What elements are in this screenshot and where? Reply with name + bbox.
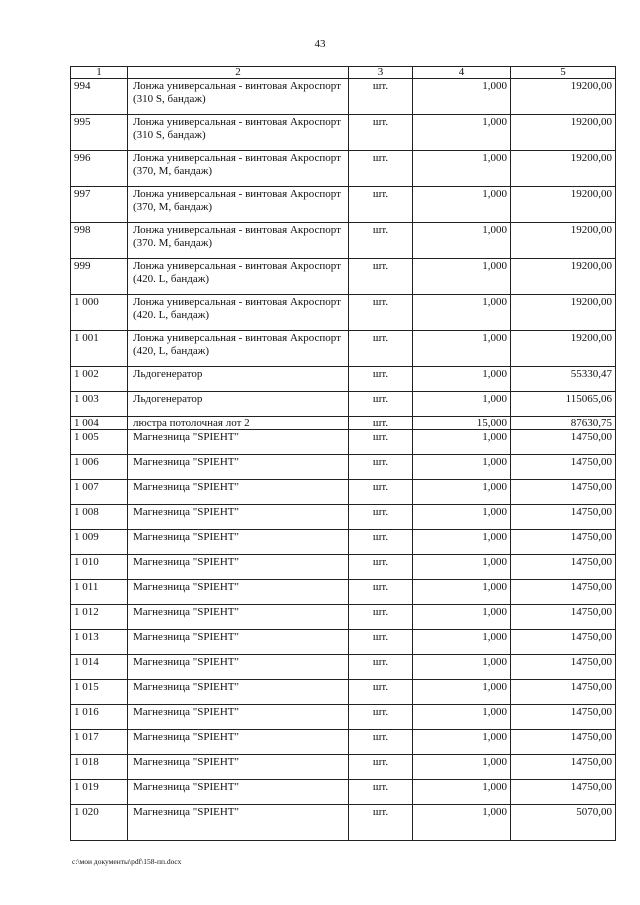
table-body [71,79,616,841]
column-header-price: 5 [511,67,616,79]
row-number-cell: 1 003 [71,392,128,417]
price-cell: 14750,00 [511,680,616,705]
quantity-cell: 1,000 [413,331,511,367]
item-name-cell: люстра потолочная лот 2 [128,417,349,430]
row-number-cell: 1 013 [71,630,128,655]
page-number: 43 [314,38,326,50]
item-name-cell: Магнезница "SPIEHT" [128,555,349,580]
row-number-cell: 1 007 [71,480,128,505]
item-name-cell: Льдогенератор [128,367,349,392]
unit-cell: шт. [349,780,413,805]
table-row [71,780,616,805]
quantity-cell: 1,000 [413,79,511,115]
item-name-cell: Магнезница "SPIEHT" [128,480,349,505]
table-row [71,430,616,455]
row-number-cell: 997 [71,187,128,223]
table-row [71,605,616,630]
table-row [71,680,616,705]
row-number-cell: 999 [71,259,128,295]
unit-cell: шт. [349,455,413,480]
file-path-footer: c:\мои документы\pdf\158-пп.docx [72,857,182,866]
row-number-cell: 1 015 [71,680,128,705]
quantity-cell: 1,000 [413,530,511,555]
unit-cell: шт. [349,223,413,259]
quantity-cell: 1,000 [413,259,511,295]
unit-cell: шт. [349,115,413,151]
unit-cell: шт. [349,331,413,367]
table-row [71,295,616,331]
column-header-quantity: 4 [413,67,511,79]
row-number-cell: 1 018 [71,755,128,780]
price-cell: 14750,00 [511,655,616,680]
price-cell: 14750,00 [511,705,616,730]
item-name-cell: Магнезница "SPIEHT" [128,755,349,780]
quantity-cell: 1,000 [413,580,511,605]
unit-cell: шт. [349,295,413,331]
row-number-cell: 1 014 [71,655,128,680]
price-cell: 14750,00 [511,530,616,555]
table-row [71,505,616,530]
unit-cell: шт. [349,605,413,630]
item-name-cell: Магнезница "SPIEHT" [128,730,349,755]
quantity-cell: 1,000 [413,755,511,780]
row-number-cell: 994 [71,79,128,115]
unit-cell: шт. [349,392,413,417]
table-row [71,480,616,505]
price-cell: 19200,00 [511,223,616,259]
table-row [71,259,616,295]
price-cell: 5070,00 [511,805,616,841]
price-cell: 14750,00 [511,755,616,780]
item-name-cell: Магнезница "SPIEHT" [128,430,349,455]
price-cell: 55330,47 [511,367,616,392]
row-number-cell: 1 000 [71,295,128,331]
quantity-cell: 1,000 [413,680,511,705]
row-number-cell: 1 020 [71,805,128,841]
unit-cell: шт. [349,505,413,530]
unit-cell: шт. [349,730,413,755]
table-row [71,151,616,187]
table-row [71,187,616,223]
price-cell: 14750,00 [511,780,616,805]
unit-cell: шт. [349,555,413,580]
quantity-cell: 1,000 [413,605,511,630]
table-row [71,455,616,480]
price-cell: 87630,75 [511,417,616,430]
item-name-cell: Магнезница "SPIEHT" [128,455,349,480]
row-number-cell: 1 016 [71,705,128,730]
table-row [71,331,616,367]
table-row [71,580,616,605]
price-cell: 19200,00 [511,331,616,367]
quantity-cell: 1,000 [413,455,511,480]
price-cell: 14750,00 [511,480,616,505]
price-cell: 14750,00 [511,730,616,755]
quantity-cell: 1,000 [413,115,511,151]
price-cell: 115065,06 [511,392,616,417]
item-name-cell: Магнезница "SPIEHT" [128,605,349,630]
item-name-cell: Лонжа универсальная - винтовая Акроспорт (370. M, бандаж) [128,223,349,259]
row-number-cell: 1 017 [71,730,128,755]
quantity-cell: 1,000 [413,430,511,455]
price-cell: 19200,00 [511,79,616,115]
item-name-cell: Магнезница "SPIEHT" [128,780,349,805]
item-name-cell: Льдогенератор [128,392,349,417]
price-cell: 19200,00 [511,187,616,223]
quantity-cell: 1,000 [413,151,511,187]
table-row [71,530,616,555]
unit-cell: шт. [349,79,413,115]
unit-cell: шт. [349,259,413,295]
item-name-cell: Лонжа универсальная - винтовая Акроспорт (370, M, бандаж) [128,151,349,187]
row-number-cell: 1 006 [71,455,128,480]
item-name-cell: Магнезница "SPIEHT" [128,630,349,655]
row-number-cell: 998 [71,223,128,259]
price-cell: 19200,00 [511,151,616,187]
table-row [71,367,616,392]
row-number-cell: 1 008 [71,505,128,530]
quantity-cell: 1,000 [413,780,511,805]
item-name-cell: Лонжа универсальная - винтовая Акроспорт (370, M, бандаж) [128,187,349,223]
quantity-cell: 1,000 [413,295,511,331]
table-header-row [71,67,616,79]
quantity-cell: 1,000 [413,223,511,259]
inventory-table [70,66,616,841]
row-number-cell: 1 004 [71,417,128,430]
item-name-cell: Лонжа универсальная - винтовая Акроспорт (310 S, бандаж) [128,115,349,151]
item-name-cell: Магнезница "SPIEHT" [128,580,349,605]
row-number-cell: 1 002 [71,367,128,392]
table-row [71,417,616,430]
quantity-cell: 1,000 [413,730,511,755]
table-row [71,730,616,755]
unit-cell: шт. [349,630,413,655]
price-cell: 19200,00 [511,115,616,151]
unit-cell: шт. [349,187,413,223]
quantity-cell: 1,000 [413,505,511,530]
item-name-cell: Магнезница "SPIEHT" [128,680,349,705]
row-number-cell: 1 019 [71,780,128,805]
row-number-cell: 1 009 [71,530,128,555]
row-number-cell: 1 010 [71,555,128,580]
quantity-cell: 1,000 [413,367,511,392]
table-row [71,655,616,680]
table-row [71,79,616,115]
unit-cell: шт. [349,755,413,780]
quantity-cell: 1,000 [413,187,511,223]
quantity-cell: 1,000 [413,555,511,580]
table-row [71,555,616,580]
table-row [71,805,616,841]
unit-cell: шт. [349,480,413,505]
price-cell: 14750,00 [511,630,616,655]
price-cell: 19200,00 [511,295,616,331]
unit-cell: шт. [349,580,413,605]
row-number-cell: 1 012 [71,605,128,630]
row-number-cell: 1 011 [71,580,128,605]
item-name-cell: Магнезница "SPIEHT" [128,655,349,680]
table-row [71,223,616,259]
unit-cell: шт. [349,430,413,455]
price-cell: 14750,00 [511,430,616,455]
price-cell: 19200,00 [511,259,616,295]
unit-cell: шт. [349,367,413,392]
table-row [71,705,616,730]
row-number-cell: 1 001 [71,331,128,367]
unit-cell: шт. [349,680,413,705]
table-row [71,630,616,655]
quantity-cell: 1,000 [413,655,511,680]
column-header-name: 2 [128,67,349,79]
row-number-cell: 1 005 [71,430,128,455]
price-cell: 14750,00 [511,455,616,480]
price-cell: 14750,00 [511,555,616,580]
unit-cell: шт. [349,805,413,841]
item-name-cell: Лонжа универсальная - винтовая Акроспорт (420. L, бандаж) [128,259,349,295]
row-number-cell: 995 [71,115,128,151]
unit-cell: шт. [349,417,413,430]
quantity-cell: 1,000 [413,705,511,730]
quantity-cell: 1,000 [413,392,511,417]
item-name-cell: Магнезница "SPIEHT" [128,530,349,555]
quantity-cell: 1,000 [413,480,511,505]
item-name-cell: Лонжа универсальная - винтовая Акроспорт (420, L, бандаж) [128,331,349,367]
table-row [71,115,616,151]
price-cell: 14750,00 [511,605,616,630]
quantity-cell: 1,000 [413,805,511,841]
item-name-cell: Магнезница "SPIEHT" [128,705,349,730]
item-name-cell: Лонжа универсальная - винтовая Акроспорт (310 S, бандаж) [128,79,349,115]
row-number-cell: 996 [71,151,128,187]
unit-cell: шт. [349,655,413,680]
column-header-unit: 3 [349,67,413,79]
table-row [71,755,616,780]
column-header-number: 1 [71,67,128,79]
price-cell: 14750,00 [511,505,616,530]
item-name-cell: Магнезница "SPIEHT" [128,505,349,530]
table-row [71,392,616,417]
unit-cell: шт. [349,530,413,555]
quantity-cell: 1,000 [413,630,511,655]
item-name-cell: Лонжа универсальная - винтовая Акроспорт (420. L, бандаж) [128,295,349,331]
price-cell: 14750,00 [511,580,616,605]
quantity-cell: 15,000 [413,417,511,430]
unit-cell: шт. [349,151,413,187]
unit-cell: шт. [349,705,413,730]
item-name-cell: Магнезница "SPIEHT" [128,805,349,841]
